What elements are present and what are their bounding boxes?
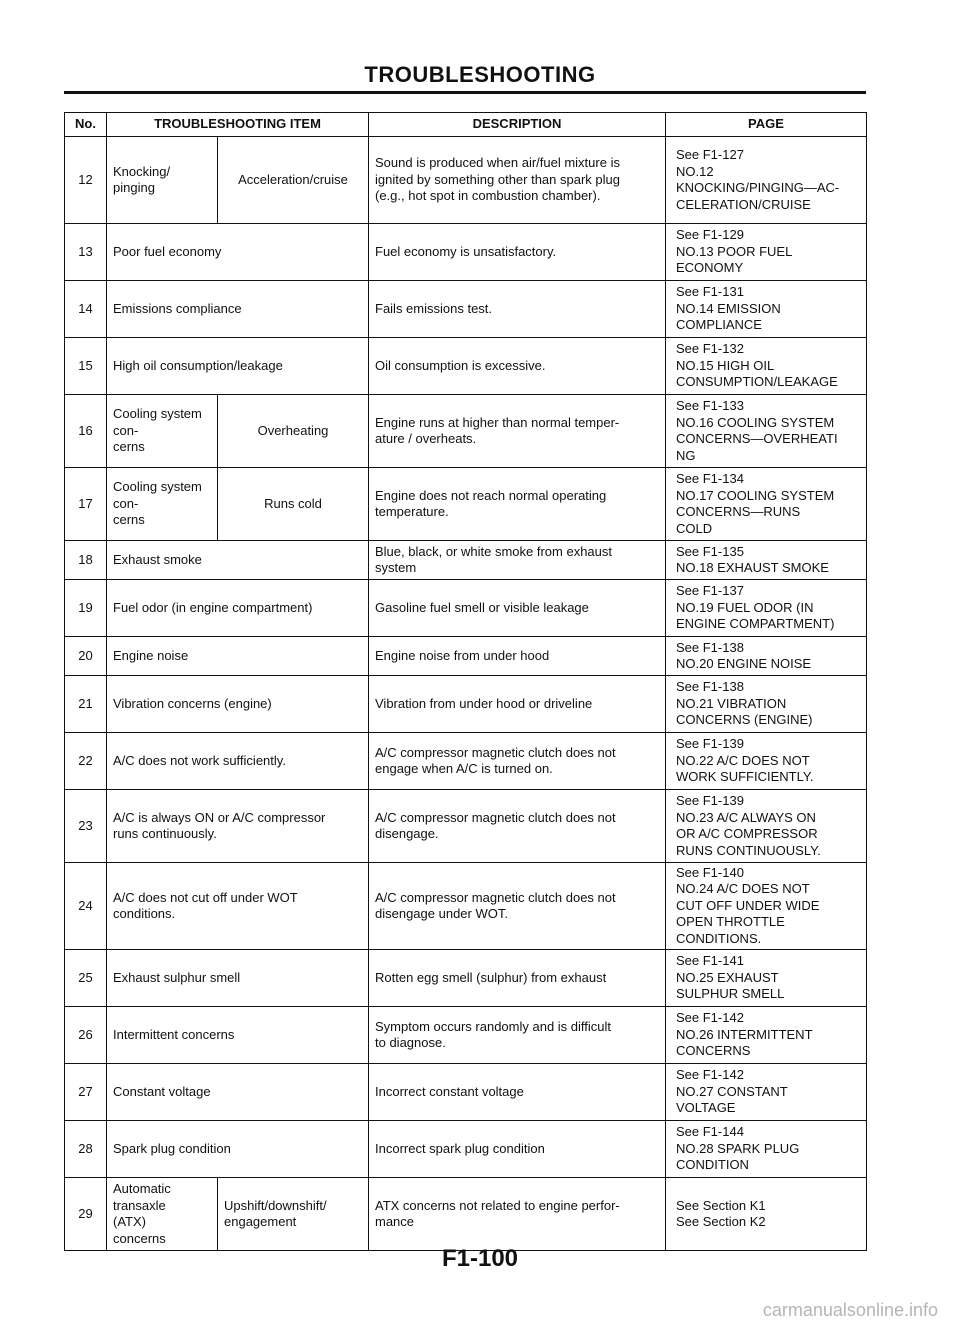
row-item: Engine noise (107, 637, 369, 676)
table-row (65, 1121, 867, 1178)
row-number: 16 (65, 395, 107, 468)
table-row (65, 338, 867, 395)
row-page-ref: See F1-132 NO.15 HIGH OIL CONSUMPTION/LEAKAGE (666, 338, 867, 395)
row-number: 13 (65, 224, 107, 281)
row-number: 26 (65, 1007, 107, 1064)
table-row (65, 790, 867, 863)
page-title: TROUBLESHOOTING (364, 62, 596, 87)
row-item: A/C is always ON or A/C compressor runs continuously. (107, 790, 369, 863)
row-description: Engine runs at higher than normal temper- ature / overheats. (369, 395, 666, 468)
row-number: 15 (65, 338, 107, 395)
title-divider (64, 91, 866, 94)
row-number: 18 (65, 541, 107, 580)
row-item: Knocking/ pinging (107, 137, 218, 224)
row-page-ref: See F1-131 NO.14 EMISSION COMPLIANCE (666, 281, 867, 338)
table-header-row (65, 113, 867, 137)
watermark: carmanualsonline.info (762, 1300, 938, 1320)
table-row (65, 468, 867, 541)
row-page-ref: See F1-141 NO.25 EXHAUST SULPHUR SMELL (666, 950, 867, 1007)
table-row (65, 541, 867, 580)
row-page-ref: See F1-127 NO.12 KNOCKING/PINGING—AC- CELERATION/CRUISE (666, 137, 867, 224)
row-page-ref: See F1-129 NO.13 POOR FUEL ECONOMY (666, 224, 867, 281)
table-row (65, 676, 867, 733)
row-description: A/C compressor magnetic clutch does not engage when A/C is turned on. (369, 733, 666, 790)
table-row (65, 137, 867, 224)
row-number: 17 (65, 468, 107, 541)
row-page-ref: See F1-140 NO.24 A/C DOES NOT CUT OFF UNDER WIDE OPEN THROTTLE CONDITIONS. (666, 863, 867, 950)
table-row (65, 281, 867, 338)
row-number: 20 (65, 637, 107, 676)
table-row (65, 637, 867, 676)
row-page-ref: See F1-142 NO.27 CONSTANT VOLTAGE (666, 1064, 867, 1121)
row-item: Spark plug condition (107, 1121, 369, 1178)
column-header-description: DESCRIPTION (369, 113, 666, 137)
row-page-ref: See F1-139 NO.23 A/C ALWAYS ON OR A/C COMPRESSOR RUNS CONTINUOUSLY. (666, 790, 867, 863)
page-number: F1-100 (441, 1245, 519, 1272)
column-header-no: No. (65, 113, 107, 137)
row-description: Vibration from under hood or driveline (369, 676, 666, 733)
row-number: 27 (65, 1064, 107, 1121)
row-item: High oil consumption/leakage (107, 338, 369, 395)
row-page-ref: See F1-142 NO.26 INTERMITTENT CONCERNS (666, 1007, 867, 1064)
table-row (65, 224, 867, 281)
row-page-ref: See Section K1 See Section K2 (666, 1178, 867, 1251)
row-description: ATX concerns not related to engine perfor- mance (369, 1178, 666, 1251)
table-row (65, 395, 867, 468)
row-number: 25 (65, 950, 107, 1007)
row-number: 22 (65, 733, 107, 790)
row-item: Exhaust sulphur smell (107, 950, 369, 1007)
row-description: Fails emissions test. (369, 281, 666, 338)
row-page-ref: See F1-139 NO.22 A/C DOES NOT WORK SUFFICIENTLY. (666, 733, 867, 790)
row-page-ref: See F1-138 NO.21 VIBRATION CONCERNS (ENGINE) (666, 676, 867, 733)
row-sub-item: Runs cold (218, 468, 369, 541)
row-description: Sound is produced when air/fuel mixture is ignited by something other than spark plug (e.g., hot spot in combustion chamber). (369, 137, 666, 224)
row-description: Oil consumption is excessive. (369, 338, 666, 395)
row-page-ref: See F1-134 NO.17 COOLING SYSTEM CONCERNS—RUNS COLD (666, 468, 867, 541)
row-page-ref: See F1-137 NO.19 FUEL ODOR (IN ENGINE COMPARTMENT) (666, 580, 867, 637)
row-number: 24 (65, 863, 107, 950)
row-item: Fuel odor (in engine compartment) (107, 580, 369, 637)
row-number: 28 (65, 1121, 107, 1178)
row-page-ref: See F1-144 NO.28 SPARK PLUG CONDITION (666, 1121, 867, 1178)
row-description: Engine noise from under hood (369, 637, 666, 676)
table-row (65, 580, 867, 637)
row-description: A/C compressor magnetic clutch does not disengage under WOT. (369, 863, 666, 950)
row-number: 21 (65, 676, 107, 733)
row-item: Cooling system con- cerns (107, 468, 218, 541)
row-number: 23 (65, 790, 107, 863)
row-description: Fuel economy is unsatisfactory. (369, 224, 666, 281)
row-item: Automatic transaxle (ATX) concerns (107, 1178, 218, 1251)
row-description: Incorrect constant voltage (369, 1064, 666, 1121)
row-item: Poor fuel economy (107, 224, 369, 281)
table-row (65, 863, 867, 950)
table-row (65, 733, 867, 790)
row-page-ref: See F1-138 NO.20 ENGINE NOISE (666, 637, 867, 676)
row-page-ref: See F1-133 NO.16 COOLING SYSTEM CONCERNS—OVERHEATI NG (666, 395, 867, 468)
row-number: 12 (65, 137, 107, 224)
row-description: A/C compressor magnetic clutch does not disengage. (369, 790, 666, 863)
row-item: Cooling system con- cerns (107, 395, 218, 468)
row-description: Rotten egg smell (sulphur) from exhaust (369, 950, 666, 1007)
table-row (65, 950, 867, 1007)
row-number: 29 (65, 1178, 107, 1251)
row-item: Intermittent concerns (107, 1007, 369, 1064)
row-item: Exhaust smoke (107, 541, 369, 580)
troubleshooting-table (64, 112, 867, 1251)
row-item: Vibration concerns (engine) (107, 676, 369, 733)
row-sub-item: Acceleration/cruise (218, 137, 369, 224)
row-page-ref: See F1-135 NO.18 EXHAUST SMOKE (666, 541, 867, 580)
row-description: Incorrect spark plug condition (369, 1121, 666, 1178)
column-header-page: PAGE (666, 113, 867, 137)
row-item: Constant voltage (107, 1064, 369, 1121)
row-description: Gasoline fuel smell or visible leakage (369, 580, 666, 637)
column-header-item: TROUBLESHOOTING ITEM (107, 113, 369, 137)
table-row (65, 1007, 867, 1064)
row-number: 19 (65, 580, 107, 637)
table-row (65, 1064, 867, 1121)
row-sub-item: Upshift/downshift/ engagement (218, 1178, 369, 1251)
row-item: Emissions compliance (107, 281, 369, 338)
row-sub-item: Overheating (218, 395, 369, 468)
row-item: A/C does not work sufficiently. (107, 733, 369, 790)
row-item: A/C does not cut off under WOT conditions. (107, 863, 369, 950)
row-number: 14 (65, 281, 107, 338)
table-row (65, 1178, 867, 1251)
row-description: Engine does not reach normal operating temperature. (369, 468, 666, 541)
row-description: Blue, black, or white smoke from exhaust system (369, 541, 666, 580)
row-description: Symptom occurs randomly and is difficult to diagnose. (369, 1007, 666, 1064)
